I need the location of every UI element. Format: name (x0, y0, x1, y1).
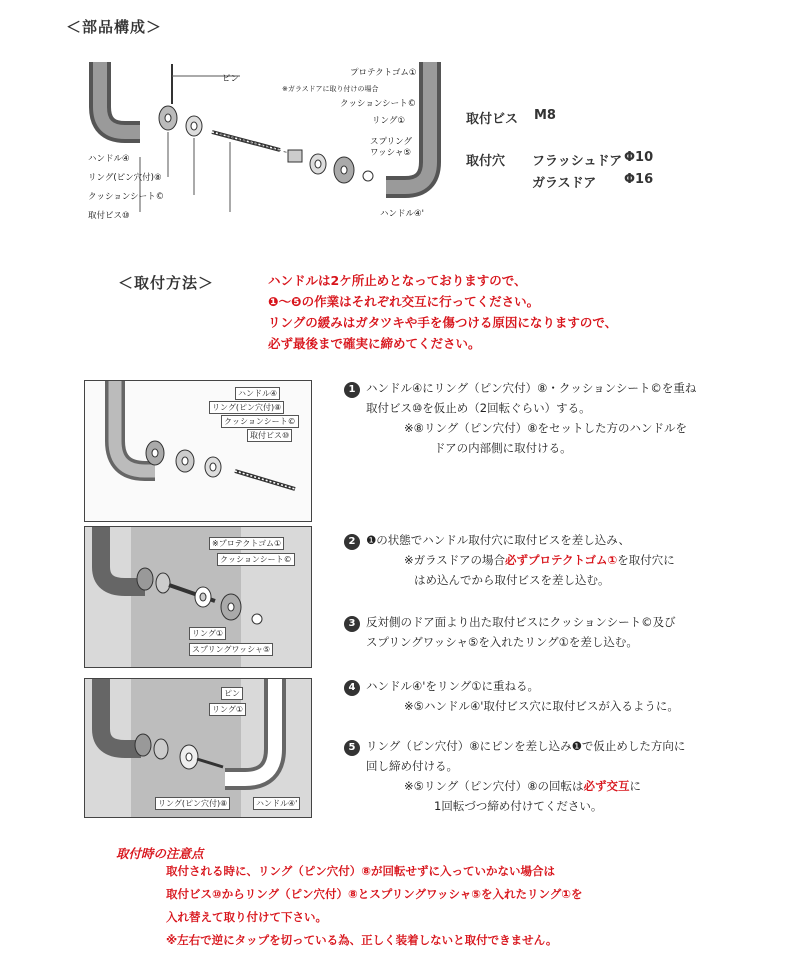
spec-glass-value: Φ16 (624, 172, 654, 187)
step-text-emphasis: 必ずプロテクトゴム① (504, 553, 618, 567)
label-spring-washer: スプリングワッシャ⑤ (370, 137, 412, 158)
caution-line: 入れ替えて取り付けて下さい。 (166, 910, 327, 924)
spec-flush-value: Φ10 (624, 150, 654, 165)
caution-body (166, 860, 766, 952)
label-handle-a: ハンドル④ (88, 154, 130, 164)
step-text: 1回転づつ締め付けてください。 (434, 799, 603, 813)
spec-flush-label: フラッシュドア (532, 154, 623, 169)
caution-line: ※左右で逆にタップを切っている為、正しく装着しないと取付できません。 (166, 933, 558, 947)
step-text: 取付ビス⑩を仮止め（2回転ぐらい）する。 (366, 401, 591, 415)
p2-label: クッションシート© (217, 553, 295, 566)
p3-label: ハンドル④' (253, 797, 300, 810)
step2-illustration (84, 526, 312, 668)
step-text: ※⑤ハンドル④'取付ビス穴に取付ビスが入るように。 (404, 699, 679, 713)
spec-screw-label: 取付ビス (466, 112, 519, 127)
step5-illustration (84, 678, 312, 818)
method-section-title: ＜取付方法＞ (118, 274, 215, 292)
caution-title: 取付時の注意点 (116, 846, 204, 861)
label-cushion-right: クッションシート© (340, 99, 417, 109)
method-warning (268, 270, 617, 354)
warning-line: 必ず最後まで確実に締めてください。 (268, 336, 481, 351)
label-ring-pin: リング(ピン穴付)⑧ (88, 173, 162, 183)
p2-label: ※プロテクトゴム① (209, 537, 284, 550)
step-text: ドアの内部側に取付ける。 (434, 441, 572, 455)
step-text: ハンドル④にリング（ピン穴付）⑧・クッションシート©を重ね (366, 381, 697, 395)
p1-label: ハンドル④ (235, 387, 280, 400)
label-handle-a2: ハンドル④' (380, 209, 424, 219)
step-text: ※⑧リング（ピン穴付）⑧をセットした方のハンドルを (404, 421, 688, 435)
p2-label: リング① (189, 627, 226, 640)
spec-hole-label: 取付穴 (466, 154, 506, 169)
caution-line: 取付ビス⑩からリング（ピン穴付）⑧とスプリングワッシャ⑤を入れたリング①を (166, 887, 583, 901)
step-3 (344, 612, 764, 652)
step-number: 4 (344, 680, 360, 696)
label-screw: 取付ビス⑩ (88, 211, 130, 221)
caution-line: 取付される時に、リング（ピン穴付）⑧が回転せずに入っていかない場合は (166, 864, 556, 878)
step-number: 2 (344, 534, 360, 550)
step-text: ※ガラスドアの場合 (404, 553, 505, 567)
p2-label: スプリングワッシャ⑤ (189, 643, 273, 656)
p1-label: リング(ピン穴付)⑧ (209, 401, 284, 414)
step-number: 1 (344, 382, 360, 398)
p1-label: クッションシート© (221, 415, 299, 428)
label-protect-note: ※ガラスドアに取り付けの場合 (282, 85, 379, 93)
label-cushion-left: クッションシート© (88, 192, 165, 202)
step-5 (344, 736, 764, 816)
step-text: に (629, 779, 642, 793)
step-text: はめ込んでから取付ビスを差し込む。 (414, 573, 610, 587)
step-text: ハンドル④'をリング①に重ねる。 (366, 679, 540, 693)
step-2 (344, 530, 764, 590)
step-1 (344, 378, 764, 458)
parts-section-title: ＜部品構成＞ (66, 18, 163, 36)
step-4 (344, 676, 764, 716)
step-text: 反対側のドア面より出た取付ビスにクッションシート©及び (366, 615, 676, 629)
warning-line: ❶～❺の作業はそれぞれ交互に行ってください。 (268, 294, 540, 309)
label-protect-gom: プロテクトゴム① (350, 68, 417, 78)
step-number: 3 (344, 616, 360, 632)
spec-glass-label: ガラスドア (532, 176, 597, 191)
p3-label: リング① (209, 703, 246, 716)
step-text: 回し締め付ける。 (366, 759, 458, 773)
step1-illustration (84, 380, 312, 522)
step-text-emphasis: 必ず交互 (583, 779, 630, 793)
step-text: を取付穴に (617, 553, 675, 567)
spec-screw-value: M8 (534, 108, 556, 123)
step-text: ❶の状態でハンドル取付穴に取付ビスを差し込み、 (366, 533, 630, 547)
label-ring-right: リング① (372, 116, 405, 126)
step-text: スプリングワッシャ⑤を入れたリング①を差し込む。 (366, 635, 638, 649)
warning-line: リングの緩みはガタツキや手を傷つける原因になりますので、 (268, 315, 618, 330)
p3-label: ピン (221, 687, 243, 700)
step-text: ※⑤リング（ピン穴付）⑧の回転は (404, 779, 584, 793)
p3-label: リング(ピン穴付)⑧ (155, 797, 230, 810)
step-text: リング（ピン穴付）⑧にピンを差し込み❶で仮止めした方向に (366, 739, 686, 753)
step-number: 5 (344, 740, 360, 756)
label-pin: ピン (222, 74, 240, 84)
warning-line: ハンドルは2ケ所止めとなっておりますので、 (268, 273, 527, 288)
p1-label: 取付ビス⑩ (247, 429, 292, 442)
